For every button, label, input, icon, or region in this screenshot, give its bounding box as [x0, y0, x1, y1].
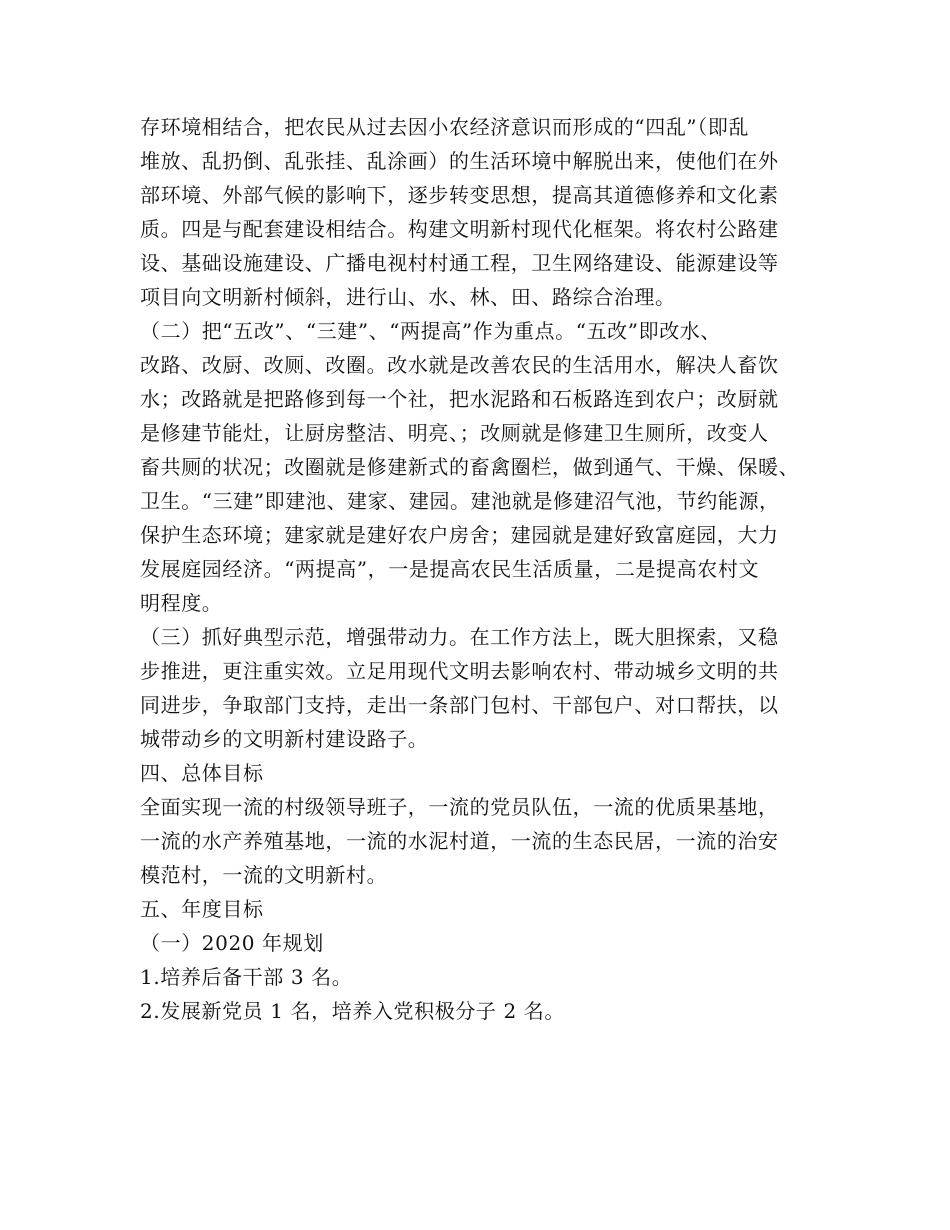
- text-line: 同进步，争取部门支持，走出一条部门包村、干部包户、对口帮扶，以: [140, 693, 779, 717]
- text-line: 存环境相结合，把农民从过去因小农经济意识而形成的“四乱”（即乱: [140, 115, 750, 139]
- text-line: 全面实现一流的村级领导班子，一流的党员队伍，一流的优质果基地，: [140, 795, 779, 819]
- text-line: 模范村，一流的文明新村。: [140, 863, 388, 887]
- text-line: 明程度。: [140, 591, 223, 615]
- heading-overall-goals: 四、总体目标: [140, 761, 264, 785]
- text-line: 堆放、乱扔倒、乱张挂、乱涂画）的生活环境中解脱出来，使他们在外: [140, 149, 779, 173]
- text-line: 设、基础设施建设、广播电视村村通工程，卫生网络建设、能源建设等: [140, 251, 779, 275]
- text-line: 一流的水产养殖基地，一流的水泥村道，一流的生态民居，一流的治安: [140, 829, 779, 853]
- text-line: 项目向文明新村倾斜，进行山、水、林、田、路综合治理。: [140, 285, 676, 309]
- section-heading-line: （二）把“五改”、“三建”、“两提高”作为重点。“五改”即改水、: [140, 319, 721, 343]
- text-line: 保护生态环境；建家就是建好农户房舍；建园就是建好致富庭园，大力: [140, 523, 779, 547]
- list-item: 2.发展新党员 1 名，培养入党积极分子 2 名。: [140, 999, 565, 1023]
- subheading-2020-plan: （一）2020 年规划: [140, 931, 324, 955]
- text-line: 水；改路就是把路修到每一个社，把水泥路和石板路连到农户；改厨就: [140, 387, 779, 411]
- text-line: 城带动乡的文明新村建设路子。: [140, 727, 429, 751]
- document-page: [140, 110, 830, 1028]
- heading-annual-goals: 五、年度目标: [140, 897, 264, 921]
- text-line: 畜共厕的状况；改圈就是修建新式的畜禽圈栏，做到通气、干燥、保暖、: [140, 455, 800, 479]
- text-line: 发展庭园经济。“两提高”，一是提高农民生活质量，二是提高农村文: [140, 557, 760, 581]
- section-heading-line: （三）抓好典型示范，增强带动力。在工作方法上，既大胆探索，又稳: [140, 625, 779, 649]
- text-line: 质。四是与配套建设相结合。构建文明新村现代化框架。将农村公路建: [140, 217, 779, 241]
- list-item: 1.培养后备干部 3 名。: [140, 965, 353, 989]
- text-line: 改路、改厨、改厕、改圈。改水就是改善农民的生活用水，解决人畜饮: [140, 353, 779, 377]
- text-line: 部环境、外部气候的影响下，逐步转变思想，提高其道德修养和文化素: [140, 183, 779, 207]
- text-line: 步推进，更注重实效。立足用现代文明去影响农村、带动城乡文明的共: [140, 659, 779, 683]
- text-line: 是修建节能灶，让厨房整洁、明亮、；改厕就是修建卫生厕所，改变人: [140, 421, 769, 445]
- text-line: 卫生。“三建”即建池、建家、建园。建池就是修建沼气池，节约能源，: [140, 489, 780, 513]
